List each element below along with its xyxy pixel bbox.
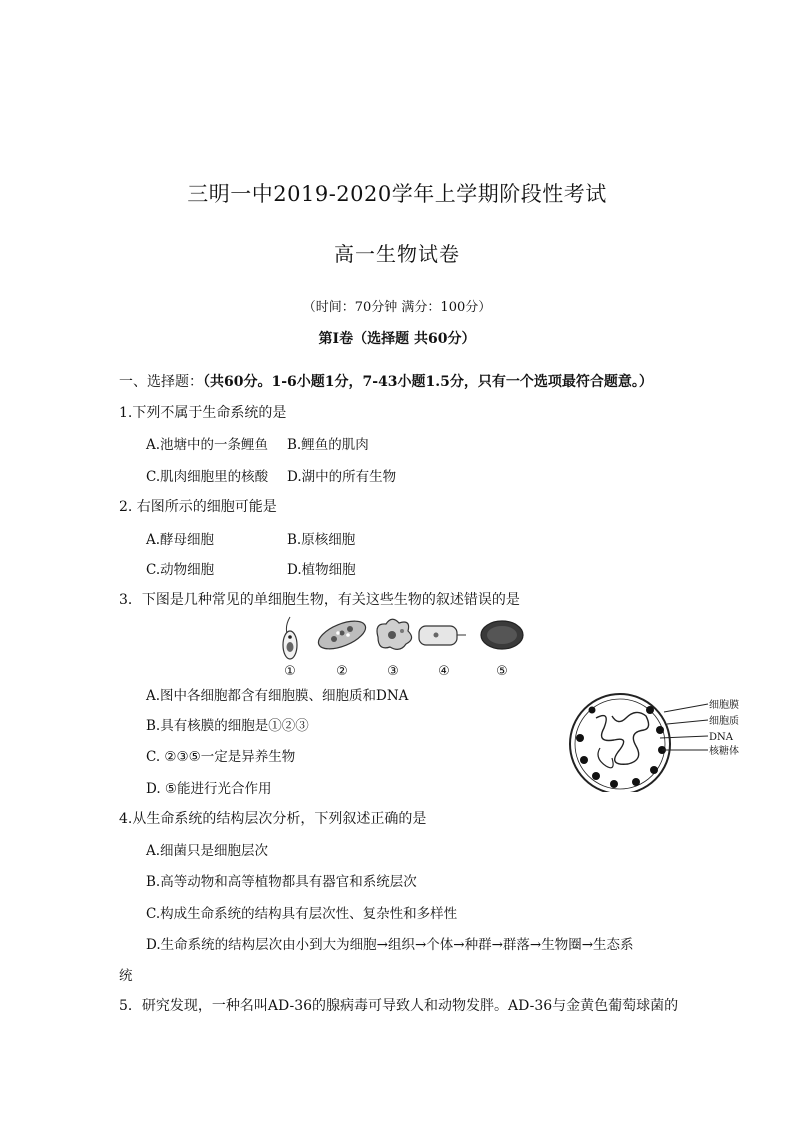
organism-2-label: ②	[336, 664, 348, 679]
part-heading: 第Ⅰ卷（选择题 共60分）	[318, 331, 476, 347]
question-5-stem: 5．研究发现，一种名叫AD-36的腺病毒可导致人和动物发胖。AD-36与金黄色葡萄球菌的	[119, 998, 679, 1014]
question-3-option-a: A.图中各细胞都含有细胞膜、细胞质和DNA	[146, 688, 409, 704]
question-1-option-b: B.鲤鱼的肌肉	[287, 437, 369, 453]
section-lead: 一、选择题：	[119, 374, 203, 390]
organism-3-label: ③	[387, 664, 399, 679]
question-1-option-d: D.湖中的所有生物	[287, 469, 397, 485]
question-4-option-a: A.细菌只是细胞层次	[146, 843, 269, 859]
cell-label-cytoplasm: 细胞质	[709, 716, 739, 727]
cell-label-ribosome: 核糖体	[709, 746, 739, 757]
question-2-option-c: C.动物细胞	[146, 562, 215, 578]
question-2-stem: 2. 右图所示的细胞可能是	[119, 499, 277, 515]
question-4-option-d: D.生命系统的结构层次由小到大为细胞→组织→个体→种群→群落→生物圈→生态系	[146, 937, 634, 953]
section-instruction: （共60分。1-6小题1分，7-43小题1.5分，只有一个选项最符合题意。）	[203, 374, 653, 390]
question-3-stem: 3．下图是几种常见的单细胞生物，有关这些生物的叙述错误的是	[119, 592, 520, 608]
question-1-option-c: C.肌肉细胞里的核酸	[146, 469, 269, 485]
question-3-option-b: B.具有核膜的细胞是①②③	[146, 718, 309, 734]
question-3-option-c: C. ②③⑤一定是异养生物	[146, 749, 296, 765]
cell-label-dna: DNA	[709, 732, 733, 743]
question-1-stem: 1.下列不属于生命系统的是	[119, 405, 287, 421]
organism-4-image	[419, 626, 466, 645]
organism-1-image	[283, 617, 297, 659]
cell-structure-figure	[556, 688, 746, 792]
question-2-option-b: B.原核细胞	[287, 532, 356, 548]
section-heading	[119, 371, 653, 391]
question-4-option-d-continued: 统	[119, 968, 133, 984]
organism-4-label: ④	[438, 664, 450, 679]
exam-time-score: （时间：70分钟 满分：100分）	[302, 300, 492, 315]
question-3-option-d: D. ⑤能进行光合作用	[146, 781, 272, 797]
cell-label-membrane: 细胞膜	[709, 700, 739, 711]
question-4-stem: 4.从生命系统的结构层次分析，下列叙述正确的是	[119, 811, 427, 827]
exam-title: 三明一中2019-2020学年上学期阶段性考试	[187, 182, 607, 206]
organism-5-image	[481, 621, 523, 649]
organism-2-image	[315, 615, 370, 654]
organism-1-label: ①	[284, 664, 296, 679]
single-cell-organisms-figure	[266, 613, 528, 681]
exam-subtitle: 高一生物试卷	[334, 242, 460, 266]
question-2-option-a: A.酵母细胞	[146, 532, 215, 548]
question-2-option-d: D.植物细胞	[287, 562, 356, 578]
question-4-option-c: C.构成生命系统的结构具有层次性、复杂性和多样性	[146, 906, 458, 922]
organism-5-label: ⑤	[496, 664, 508, 679]
question-4-option-b: B.高等动物和高等植物都具有器官和系统层次	[146, 874, 417, 890]
organism-3-image	[377, 619, 412, 649]
question-1-option-a: A.池塘中的一条鲤鱼	[146, 437, 269, 453]
